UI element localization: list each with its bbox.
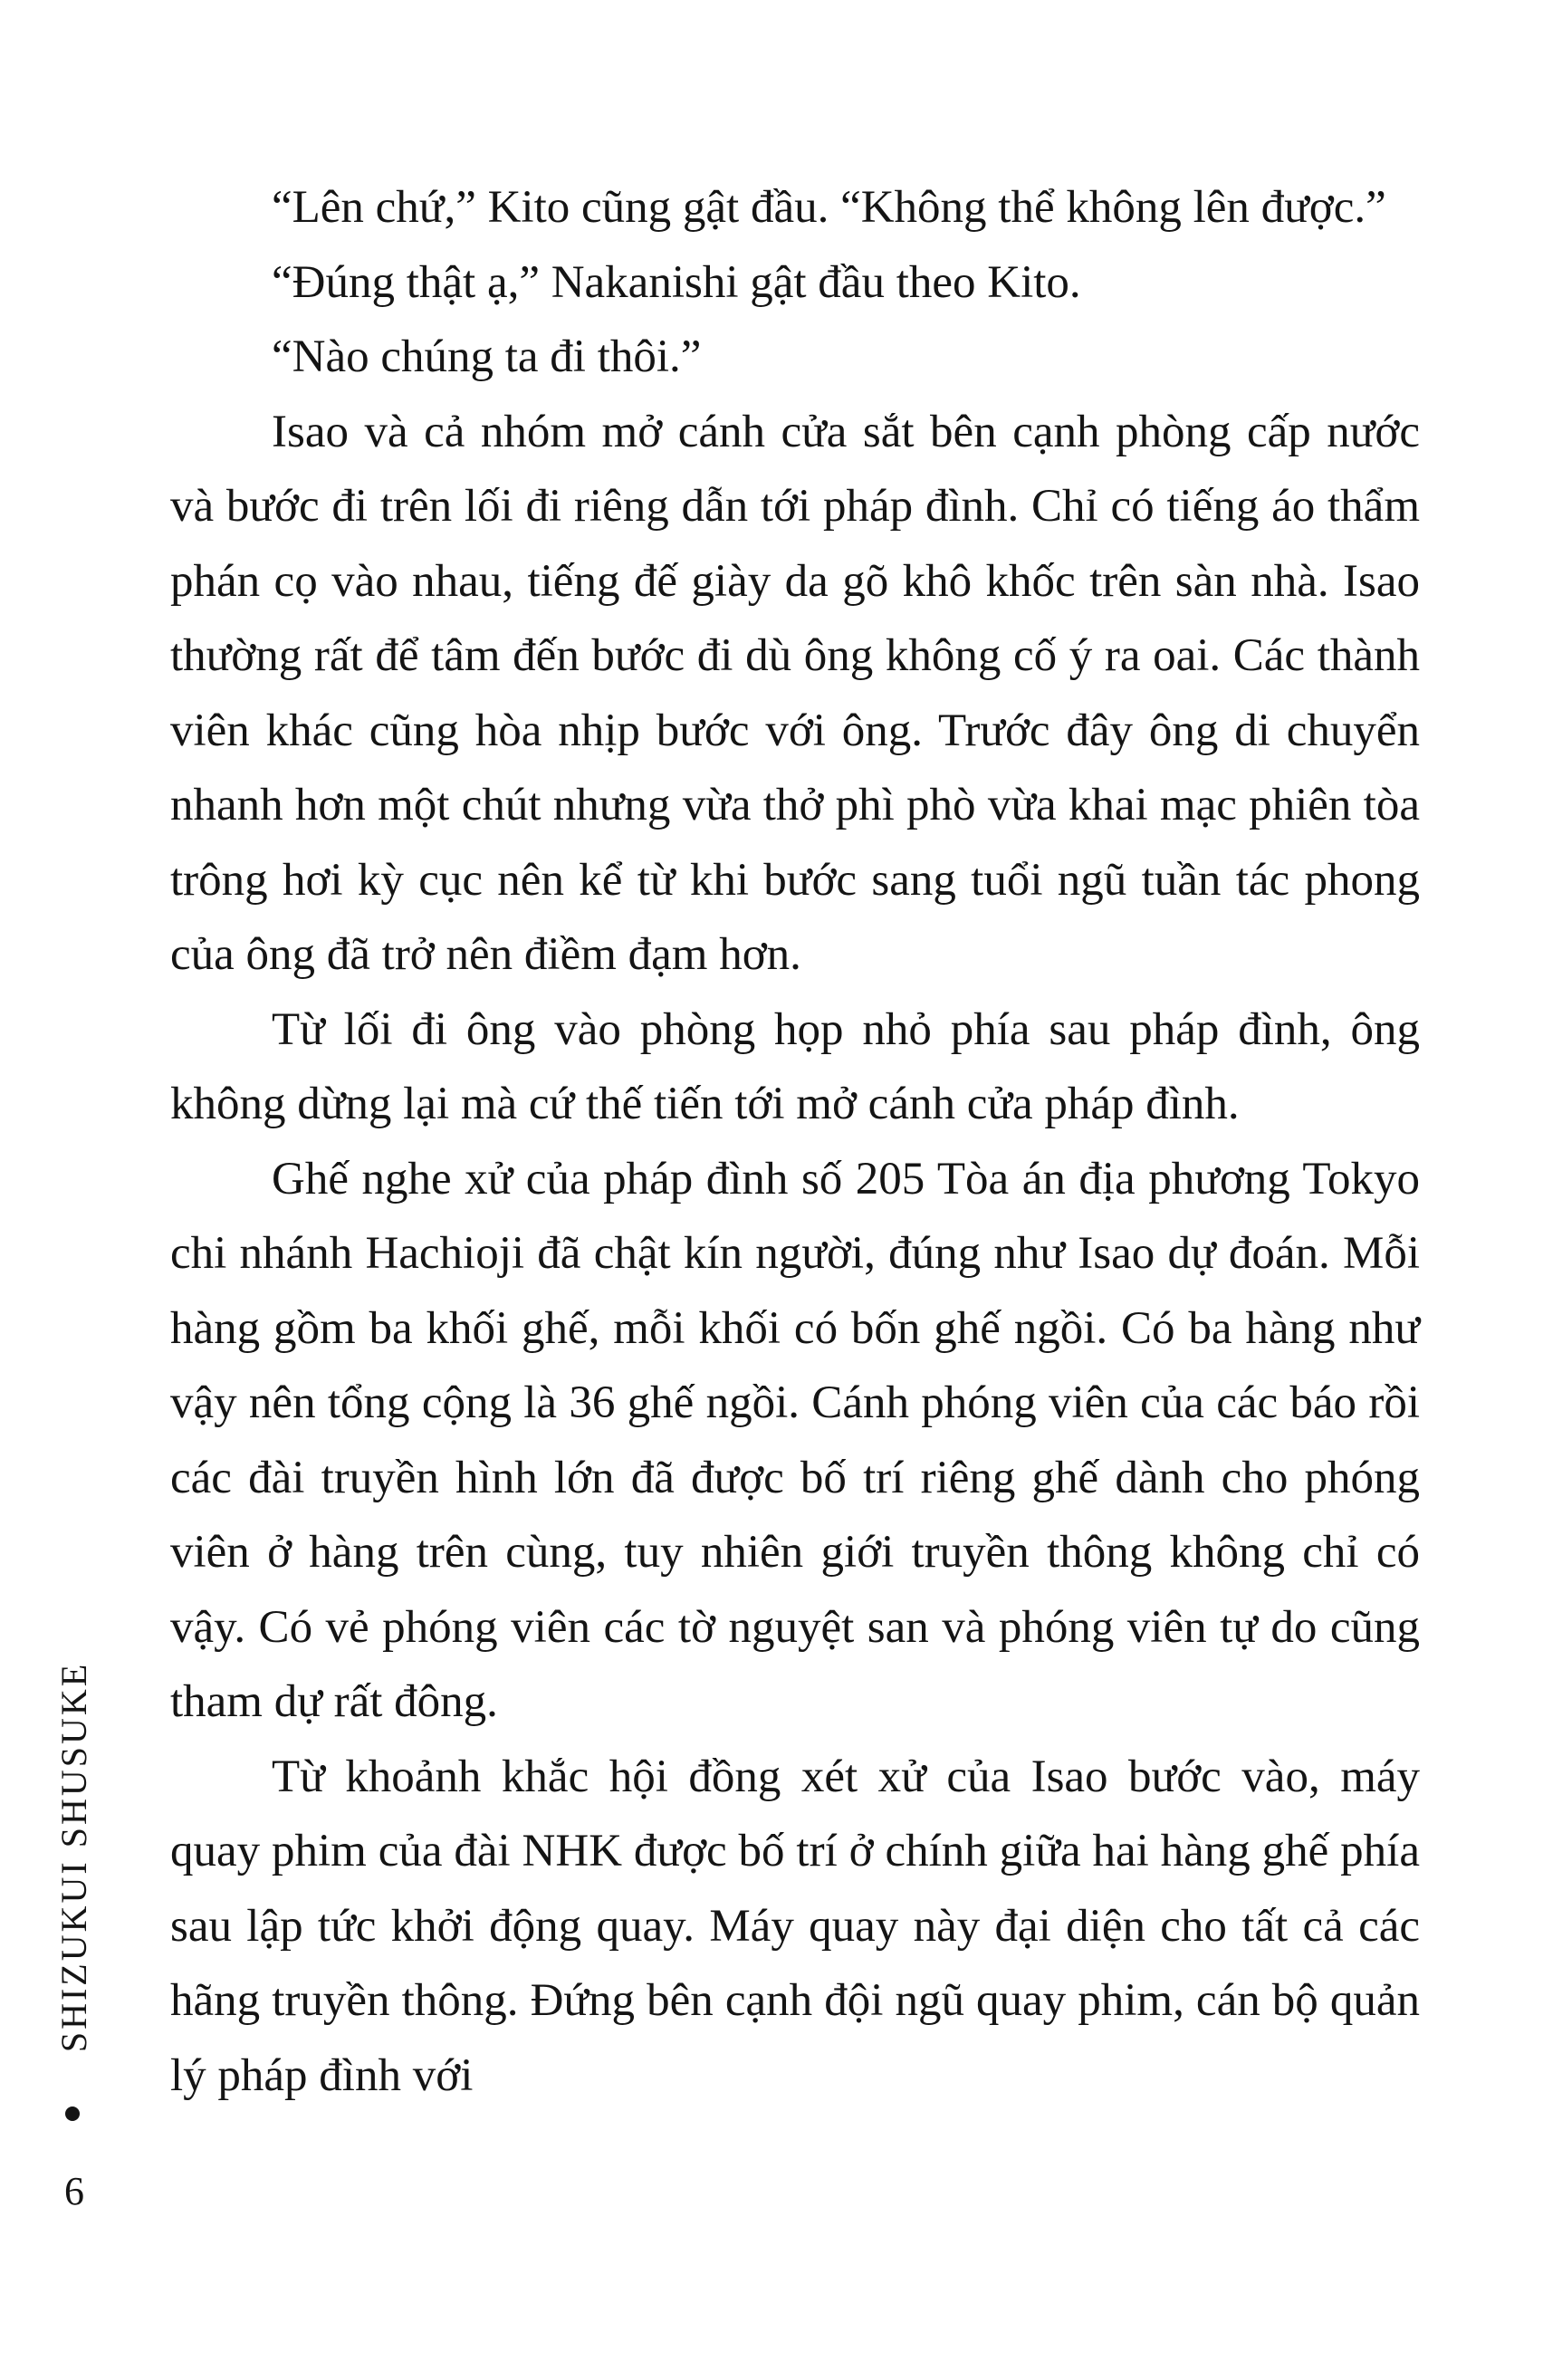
author-name: SHIZUKUI SHUSUKE — [53, 1661, 95, 2052]
paragraph-6: Ghế nghe xử của pháp đình số 205 Tòa án địa phương Tokyo chi nhánh Hachioji đã chật kín người, đúng như Isao dự đoán. Mỗi hàng gồm ba khối ghế, mỗi khối có bốn ghế ngồi. Có ba hàng như vậy nên tổng cộng là 36 ghế ngồi. Cánh phóng viên của các báo rồi các đài truyền hình lớn đã được bố trí riêng ghế dành cho phóng viên ở hàng trên cùng, tuy nhiên giới truyền thông không chỉ có vậy. Có vẻ phóng viên các tờ nguyệt san và phóng viên tự do cũng tham dự rất đông. — [170, 1153, 1420, 1727]
page-number: 6 — [64, 2169, 84, 2213]
body-text — [170, 170, 1420, 2113]
paragraph-1: “Lên chứ,” Kito cũng gật đầu. “Không thể không lên được.” — [272, 182, 1386, 233]
paragraph-7: Từ khoảnh khắc hội đồng xét xử của Isao bước vào, máy quay phim của đài NHK được bố trí ở chính giữa hai hàng ghế phía sau lập tức khởi động quay. Máy quay này đại diện cho tất cả các hãng truyền thông. Đứng bên cạnh đội ngũ quay phim, cán bộ quản lý pháp đình với — [170, 1751, 1420, 2101]
paragraph-4: Isao và cả nhóm mở cánh cửa sắt bên cạnh phòng cấp nước và bước đi trên lối đi riêng dẫn tới pháp đình. Chỉ có tiếng áo thẩm phán cọ vào nhau, tiếng đế giày da gõ khô khốc trên sàn nhà. Isao thường rất để tâm đến bước đi dù ông không cố ý ra oai. Các thành viên khác cũng hòa nhịp bước với ông. Trước đây ông di chuyển nhanh hơn một chút nhưng vừa thở phì phò vừa khai mạc phiên tòa trông hơi kỳ cục nên kể từ khi bước sang tuổi ngũ tuần tác phong của ông đã trở nên điềm đạm hơn. — [170, 406, 1420, 980]
paragraph-3: “Nào chúng ta đi thôi.” — [272, 331, 702, 382]
paragraph-2: “Đúng thật ạ,” Nakanishi gật đầu theo Kito. — [272, 256, 1081, 308]
running-header — [47, 1648, 101, 2065]
bullet-separator — [65, 2106, 80, 2121]
paragraph-5: Từ lối đi ông vào phòng họp nhỏ phía sau pháp đình, ông không dừng lại mà cứ thế tiến tới mở cánh cửa pháp đình. — [170, 1003, 1420, 1129]
